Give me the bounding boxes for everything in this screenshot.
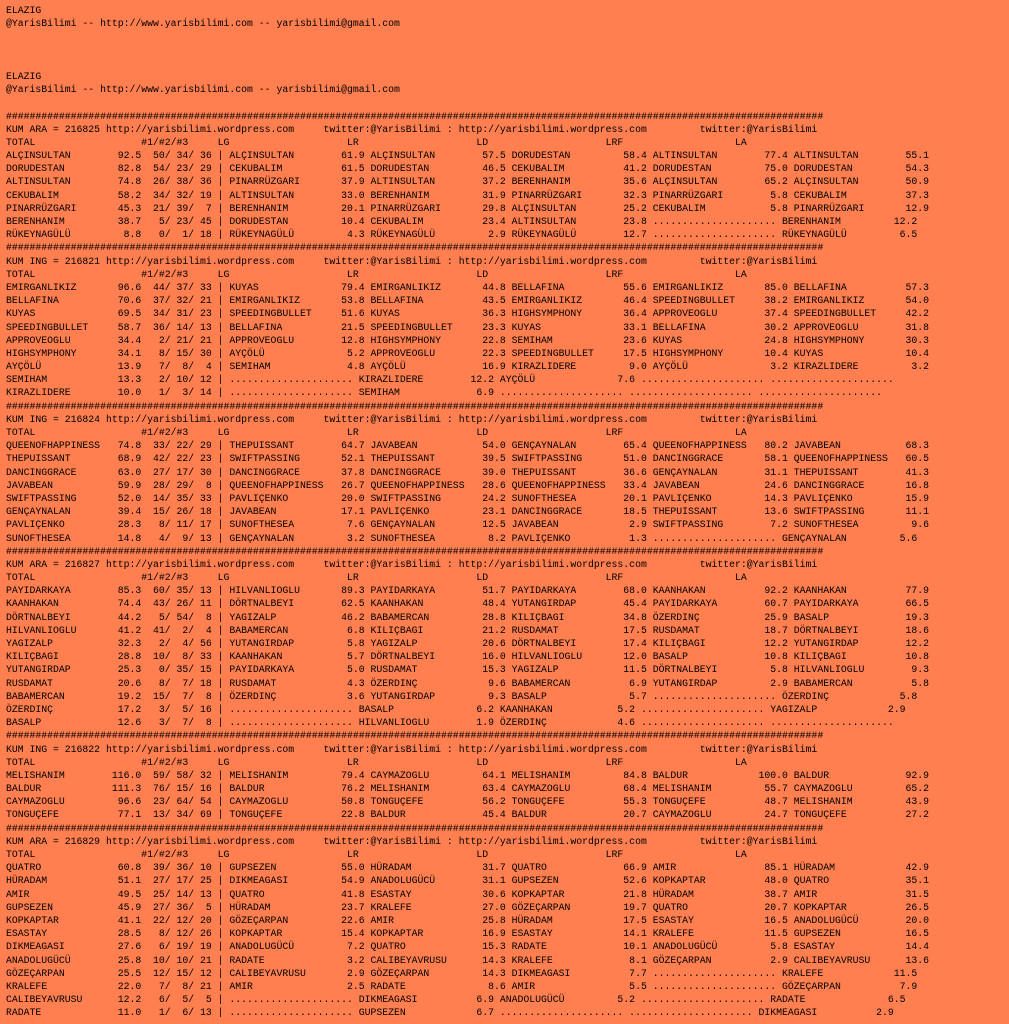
race-title-line: KUM ARA = 216829 http://yarisbilimi.wordpress.com twitter:@YarisBilimi : http://yarisbilimi.wordpress.com twitter:@YarisBilimi (6, 835, 818, 847)
runner-row: CAYMAZOGLU 96.6 23/ 64/ 54 | CAYMAZOGLU 50.8 TONGUÇEFE 56.2 TONGUÇEFE 55.3 TONGUÇEFE 48.7 MELISHANIM 43.9 (6, 796, 930, 808)
runner-row: YAGIZALP 32.3 2/ 4/ 56 | YUTANGIRDAP 5.8 YAGIZALP 20.6 DÖRTNALBEYI 17.4 KILIÇBAGI 12.2 YUTANGIRDAP 12.2 (6, 638, 930, 649)
runner-row: DIKMEAGASI 27.6 6/ 19/ 19 | ANADOLUGÜCÜ 7.2 QUATRO 15.3 RADATE 10.1 ANADOLUGÜCÜ 5.8 ESASTAY 14.4 (6, 941, 930, 953)
runner-row: SEMIHAM 13.3 2/ 10/ 12 | ..................... KIRAZLIDERE 12.2 AYÇÖLÜ 7.6 ..................... ..................... (6, 374, 894, 386)
runner-row: YUTANGIRDAP 25.3 0/ 35/ 15 | PAYIDARKAYA 5.0 RUSDAMAT 15.3 YAGIZALP 11.5 DÖRTNALBEYI 5.8 HILVANLIOGLU 9.3 (6, 664, 930, 676)
runner-row: RÜKEYNAGÜLÜ 8.8 0/ 1/ 18 | RÜKEYNAGÜLÜ 4.3 RÜKEYNAGÜLÜ 2.9 RÜKEYNAGÜLÜ 12.7 ..................... RÜKEYNAGÜLÜ 6.5 (6, 229, 918, 241)
runner-row: HÜRADAM 51.1 27/ 17/ 25 | DIKMEAGASI 54.9 ANADOLUGÜCÜ 31.1 GUPSEZEN 52.6 KOPKAPTAR 48.0 QUATRO 35.1 (6, 875, 930, 887)
race-title-line: KUM ING = 216824 http://yarisbilimi.wordpress.com twitter:@YarisBilimi : http://yarisbilimi.wordpress.com twitter:@YarisBilimi (6, 413, 818, 425)
runner-row: ESASTAY 28.5 8/ 12/ 26 | KOPKAPTAR 15.4 KOPKAPTAR 16.9 ESASTAY 14.1 KRALEFE 11.5 GUPSEZEN 16.5 (6, 928, 930, 940)
runner-row: DANCINGGRACE 63.0 27/ 17/ 30 | DANCINGGRACE 37.8 DANCINGGRACE 39.0 THEPUISSANT 36.6 GENÇAYNALAN 31.1 THEPUISSANT 41.3 (6, 466, 930, 478)
separator-line: ########################################################################################################################################### (6, 822, 824, 834)
runner-row: KIRAZLIDERE 10.0 1/ 3/ 14 | ..................... SEMIHAM 6.9 ..................... ..................... ..................... (6, 387, 882, 399)
runner-row: BERENHANIM 38.7 5/ 23/ 45 | DORUDESTAN 10.4 CEKUBALIM 23.4 ALTINSULTAN 23.8 ..................... BERENHANIM 12.2 (6, 216, 918, 227)
runner-row: SWIFTPASSING 52.0 14/ 35/ 33 | PAVLIÇENKO 20.0 SWIFTPASSING 24.2 SUNOFTHESEA 20.1 PAVLIÇENKO 14.3 PAVLIÇENKO 15.9 (6, 492, 930, 504)
runner-row: KILIÇBAGI 28.8 10/ 8/ 33 | KAANHAKAN 5.7 DÖRTNALBEYI 16.0 HILVANLIOGLU 12.0 BASALP 10.8 KILIÇBAGI 10.8 (6, 651, 930, 663)
column-header-line: TOTAL #1/#2/#3 LG LR LD LRF LA (6, 427, 747, 438)
runner-row: AYÇÖLÜ 13.9 7/ 8/ 4 | SEMIHAM 4.8 AYÇÖLÜ 16.9 KIRAZLIDERE 9.0 AYÇÖLÜ 3.2 KIRAZLIDERE 3.2 (6, 361, 930, 373)
runner-row: BABAMERCAN 19.2 15/ 7/ 8 | ÖZERDINÇ 3.6 YUTANGIRDAP 9.3 BASALP 5.7 ..................... ÖZERDINÇ 5.8 (6, 690, 918, 702)
runner-row: ÖZERDINÇ 17.2 3/ 5/ 16 | ..................... BASALP 6.2 KAANHAKAN 5.2 ..................... YAGIZALP 2.9 (6, 703, 906, 715)
header-line: @YarisBilimi -- http://www.yarisbilimi.com -- yarisbilimi@gmail.com (6, 84, 400, 96)
header-line (6, 96, 1009, 109)
race-block (6, 545, 1009, 730)
runner-row: THEPUISSANT 68.9 42/ 22/ 23 | SWIFTPASSING 52.1 THEPUISSANT 39.5 SWIFTPASSING 51.0 DANCINGGRACE 58.1 QUEENOFHAPPINESS 60.5 (6, 453, 930, 465)
runner-row: PINARRÜZGARI 45.3 21/ 39/ 7 | BERENHANIM 20.1 PINARRÜZGARI 29.8 ALÇINSULTAN 25.2 CEKUBALIM 5.8 PINARRÜZGARI 12.9 (6, 202, 930, 214)
race-block (6, 110, 1009, 242)
race-block (6, 241, 1009, 399)
runner-row: ALTINSULTAN 74.8 26/ 38/ 36 | PINARRÜZGARI 37.9 ALTINSULTAN 37.2 BERENHANIM 35.6 ALÇINSULTAN 65.2 ALÇINSULTAN 50.9 (6, 176, 930, 188)
runner-row: KRALEFE 22.0 7/ 8/ 21 | AMIR 2.5 RADATE 8.6 AMIR 5.5 ..................... GÖZEÇARPAN 7.9 (6, 980, 918, 992)
runner-row: JAVABEAN 59.9 28/ 29/ 8 | QUEENOFHAPPINESS 26.7 QUEENOFHAPPINESS 28.6 QUEENOFHAPPINESS 33.4 JAVABEAN 24.6 DANCINGGRACE 16.8 (6, 479, 930, 491)
runner-row: PAVLIÇENKO 28.3 8/ 11/ 17 | SUNOFTHESEA 7.6 GENÇAYNALAN 12.5 JAVABEAN 2.9 SWIFTPASSING 7.2 SUNOFTHESEA 9.6 (6, 519, 930, 531)
runner-row: TONGUÇEFE 77.1 13/ 34/ 69 | TONGUÇEFE 22.8 BALDUR 45.4 BALDUR 20.7 CAYMAZOGLU 24.7 TONGUÇEFE 27.2 (6, 809, 930, 821)
separator-line: ########################################################################################################################################### (6, 730, 824, 742)
runner-row: ANADOLUGÜCÜ 25.8 10/ 10/ 21 | RADATE 3.2 CALIBEYAVRUSU 14.3 KRALEFE 8.1 GÖZEÇARPAN 2.9 CALIBEYAVRUSU 13.6 (6, 954, 930, 966)
race-title-line: KUM ARA = 216825 http://yarisbilimi.wordpress.com twitter:@YarisBilimi : http://yarisbilimi.wordpress.com twitter:@YarisBilimi (6, 123, 818, 135)
column-header-line: TOTAL #1/#2/#3 LG LR LD LRF LA (6, 572, 747, 584)
runner-row: BELLAFINA 70.6 37/ 32/ 21 | EMIRGANLIKIZ 53.8 BELLAFINA 43.5 EMIRGANLIKIZ 46.4 SPEEDINGBULLET 38.2 EMIRGANLIKIZ 54.0 (6, 295, 930, 307)
separator-line: ########################################################################################################################################### (6, 110, 824, 122)
runner-row: SPEEDINGBULLET 58.7 36/ 14/ 13 | BELLAFINA 21.5 SPEEDINGBULLET 23.3 KUYAS 33.1 BELLAFINA 30.2 APPROVEOGLU 31.8 (6, 321, 930, 333)
runner-row: AMIR 49.5 25/ 14/ 13 | QUATRO 41.8 ESASTAY 30.6 KOPKAPTAR 21.8 HÜRADAM 38.7 AMIR 31.5 (6, 888, 930, 900)
runner-row: DÖRTNALBEYI 44.2 5/ 54/ 8 | YAGIZALP 46.2 BABAMERCAN 28.8 KILIÇBAGI 34.8 ÖZERDINÇ 25.9 BASALP 19.3 (6, 611, 930, 623)
runner-row: ALÇINSULTAN 92.5 50/ 34/ 36 | ALÇINSULTAN 61.9 ALÇINSULTAN 57.5 DORUDESTAN 58.4 ALTINSULTAN 77.4 ALTINSULTAN 55.1 (6, 150, 930, 162)
runner-row: PAYIDARKAYA 85.3 60/ 35/ 13 | HILVANLIOGLU 89.3 PAYIDARKAYA 51.7 PAYIDARKAYA 68.0 KAANHAKAN 92.2 KAANHAKAN 77.9 (6, 585, 930, 597)
runner-row: KAANHAKAN 74.4 43/ 26/ 11 | DÖRTNALBEYI 62.5 KAANHAKAN 48.4 YUTANGIRDAP 45.4 PAYIDARKAYA 60.7 PAYIDARKAYA 66.5 (6, 598, 930, 610)
runner-row: RUSDAMAT 20.6 8/ 7/ 18 | RUSDAMAT 4.3 ÖZERDINÇ 9.6 BABAMERCAN 6.9 YUTANGIRDAP 2.9 BABAMERCAN 5.8 (6, 677, 930, 689)
runner-row: BALDUR 111.3 76/ 15/ 16 | BALDUR 76.2 MELISHANIM 63.4 CAYMAZOGLU 68.4 MELISHANIM 55.7 CAYMAZOGLU 65.2 (6, 783, 930, 795)
separator-line: ########################################################################################################################################### (6, 242, 824, 254)
runner-row: QUEENOFHAPPINESS 74.8 33/ 22/ 29 | THEPUISSANT 64.7 JAVABEAN 54.0 GENÇAYNALAN 65.4 QUEENOFHAPPINESS 80.2 JAVABEAN 68.3 (6, 440, 930, 452)
runner-row: MELISHANIM 116.0 59/ 58/ 32 | MELISHANIM 79.4 CAYMAZOGLU 64.1 MELISHANIM 84.8 BALDUR 100.0 BALDUR 92.9 (6, 769, 930, 781)
header-line (6, 44, 1009, 57)
runner-row: HILVANLIOGLU 41.2 41/ 2/ 4 | BABAMERCAN 6.8 KILIÇBAGI 21.2 RUSDAMAT 17.5 RUSDAMAT 18.7 DÖRTNALBEYI 18.6 (6, 624, 930, 636)
race-block (6, 400, 1009, 545)
header-line: @YarisBilimi -- http://www.yarisbilimi.com -- yarisbilimi@gmail.com (6, 18, 400, 30)
race-title-line: KUM ING = 216822 http://yarisbilimi.wordpress.com twitter:@YarisBilimi : http://yarisbilimi.wordpress.com twitter:@YarisBilimi (6, 743, 818, 755)
race-title-line: KUM ING = 216821 http://yarisbilimi.wordpress.com twitter:@YarisBilimi : http://yarisbilimi.wordpress.com twitter:@YarisBilimi (6, 255, 818, 267)
column-header-line: TOTAL #1/#2/#3 LG LR LD LRF LA (6, 136, 747, 148)
results-document (6, 4, 1009, 1019)
runner-row: CEKUBALIM 58.2 34/ 32/ 19 | ALTINSULTAN 33.0 BERENHANIM 31.9 PINARRÜZGARI 32.3 PINARRÜZGARI 5.8 CEKUBALIM 37.3 (6, 189, 930, 201)
runner-row: RADATE 11.0 1/ 6/ 13 | ..................... GUPSEZEN 6.7 ..................... ..................... DIKMEAGASI 2.9 (6, 1007, 894, 1019)
header-line (6, 57, 1009, 70)
race-block (6, 822, 1009, 1020)
runner-row: APPROVEOGLU 34.4 2/ 21/ 21 | APPROVEOGLU 12.8 HIGHSYMPHONY 22.8 SEMIHAM 23.6 KUYAS 24.8 HIGHSYMPHONY 30.3 (6, 334, 930, 346)
runner-row: KUYAS 69.5 34/ 31/ 23 | SPEEDINGBULLET 51.6 KUYAS 36.3 HIGHSYMPHONY 36.4 APPROVEOGLU 37.4 SPEEDINGBULLET 42.2 (6, 308, 930, 320)
runner-row: CALIBEYAVRUSU 12.2 6/ 5/ 5 | ..................... DIKMEAGASI 6.9 ANADOLUGÜCÜ 5.2 ..................... RADATE 6.5 (6, 994, 906, 1006)
runner-row: BASALP 12.6 3/ 7/ 8 | ..................... HILVANLIOGLU 1.9 ÖZERDINÇ 4.6 ..................... ..................... (6, 717, 894, 729)
runner-row: KOPKAPTAR 41.1 22/ 12/ 20 | GÖZEÇARPAN 22.6 AMIR 25.8 HÜRADAM 17.5 ESASTAY 16.5 ANADOLUGÜCÜ 20.0 (6, 914, 930, 926)
runner-row: GENÇAYNALAN 39.4 15/ 26/ 18 | JAVABEAN 17.1 PAVLIÇENKO 23.1 DANCINGGRACE 18.5 THEPUISSANT 13.6 SWIFTPASSING 11.1 (6, 506, 930, 518)
runner-row: SUNOFTHESEA 14.8 4/ 9/ 13 | GENÇAYNALAN 3.2 SUNOFTHESEA 8.2 PAVLIÇENKO 1.3 ..................... GENÇAYNALAN 5.6 (6, 532, 918, 544)
race-block (6, 729, 1009, 821)
runner-row: GÖZEÇARPAN 25.5 12/ 15/ 12 | CALIBEYAVRUSU 2.9 GÖZEÇARPAN 14.3 DIKMEAGASI 7.7 ..................... KRALEFE 11.5 (6, 967, 918, 979)
page-header (6, 4, 1009, 110)
column-header-line: TOTAL #1/#2/#3 LG LR LD LRF LA (6, 849, 747, 860)
runner-row: DORUDESTAN 82.8 54/ 23/ 29 | CEKUBALIM 61.5 DORUDESTAN 46.5 CEKUBALIM 41.2 DORUDESTAN 75.0 DORUDESTAN 54.3 (6, 163, 930, 175)
runner-row: QUATRO 60.8 39/ 36/ 10 | GUPSEZEN 55.0 HÜRADAM 31.7 QUATRO 66.9 AMIR 85.1 HÜRADAM 42.9 (6, 862, 930, 874)
runner-row: HIGHSYMPHONY 34.1 8/ 15/ 30 | AYÇÖLÜ 5.2 APPROVEOGLU 22.3 SPEEDINGBULLET 17.5 HIGHSYMPHONY 10.4 KUYAS 10.4 (6, 347, 930, 359)
header-line (6, 30, 1009, 43)
separator-line: ########################################################################################################################################### (6, 400, 824, 412)
column-header-line: TOTAL #1/#2/#3 LG LR LD LRF LA (6, 756, 747, 768)
race-title-line: KUM ARA = 216827 http://yarisbilimi.wordpress.com twitter:@YarisBilimi : http://yarisbilimi.wordpress.com twitter:@YarisBilimi (6, 558, 818, 570)
column-header-line: TOTAL #1/#2/#3 LG LR LD LRF LA (6, 268, 747, 280)
runner-row: EMIRGANLIKIZ 96.6 44/ 37/ 33 | KUYAS 79.4 EMIRGANLIKIZ 44.8 BELLAFINA 55.6 EMIRGANLIKIZ 85.0 BELLAFINA 57.3 (6, 281, 930, 293)
header-line: ELAZIG (6, 5, 42, 16)
race-blocks (6, 110, 1009, 1020)
runner-row: GUPSEZEN 45.9 27/ 36/ 5 | HÜRADAM 23.7 KRALEFE 27.0 GÖZEÇARPAN 19.7 QUATRO 20.7 KOPKAPTAR 26.5 (6, 901, 930, 913)
separator-line: ########################################################################################################################################### (6, 545, 824, 557)
header-line: ELAZIG (6, 70, 42, 82)
